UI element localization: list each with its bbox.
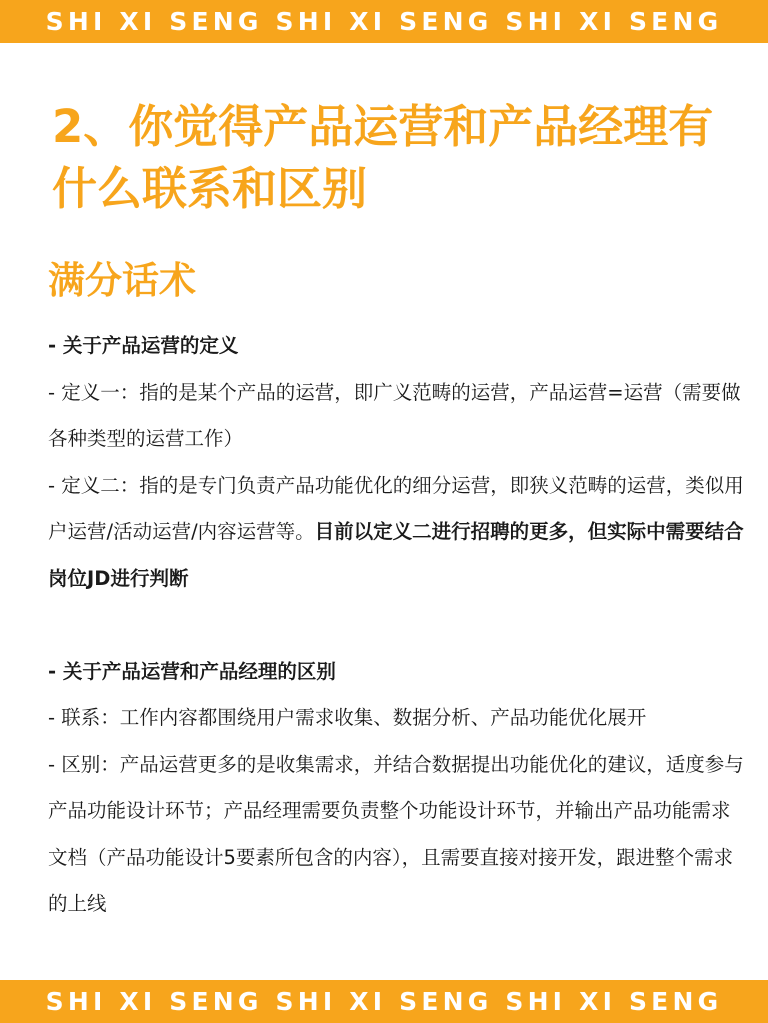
section1-heading: - 关于产品运营的定义 <box>48 334 239 357</box>
difference-text: - 区别：产品运营更多的是收集需求，并结合数据提出功能优化的建议，适度参与产品功能设计环节；产品经理需要负责整个功能设计环节，并输出产品功能需求文档（产品功能设计5要素所包含的内容），且需要直接对接开发，跟进整个需求的上线 <box>48 752 744 915</box>
bottom-banner: SHI XI SENG SHI XI SENG SHI XI SENG <box>0 980 768 1023</box>
definition-two-emphasis: 目前以定义二进行招聘的更多，但实际中需要结合岗位JD进行判断 <box>48 520 744 590</box>
content-body <box>48 323 748 928</box>
definition-two-text: - 定义二：指的是专门负责产品功能优化的细分运营，即狭义范畴的运营，类似用户运营/活动运营/内容运营等。 <box>48 473 744 543</box>
paragraph-gap <box>48 602 748 649</box>
top-banner: SHI XI SENG SHI XI SENG SHI XI SENG <box>0 0 768 43</box>
section-subtitle: 满分话术 <box>48 259 196 302</box>
definition-two <box>48 463 748 603</box>
definition-one: - 定义一：指的是某个产品的运营，即广义范畴的运营，产品运营=运营（需要做各种类型的运营工作） <box>48 380 741 450</box>
section2-heading: - 关于产品运营和产品经理的区别 <box>48 659 336 683</box>
connection-text: - 联系：工作内容都围绕用户需求收集、数据分析、产品功能优化展开 <box>48 706 647 729</box>
page-title: 2、你觉得产品运营和产品经理有什么联系和区别 <box>52 100 714 215</box>
